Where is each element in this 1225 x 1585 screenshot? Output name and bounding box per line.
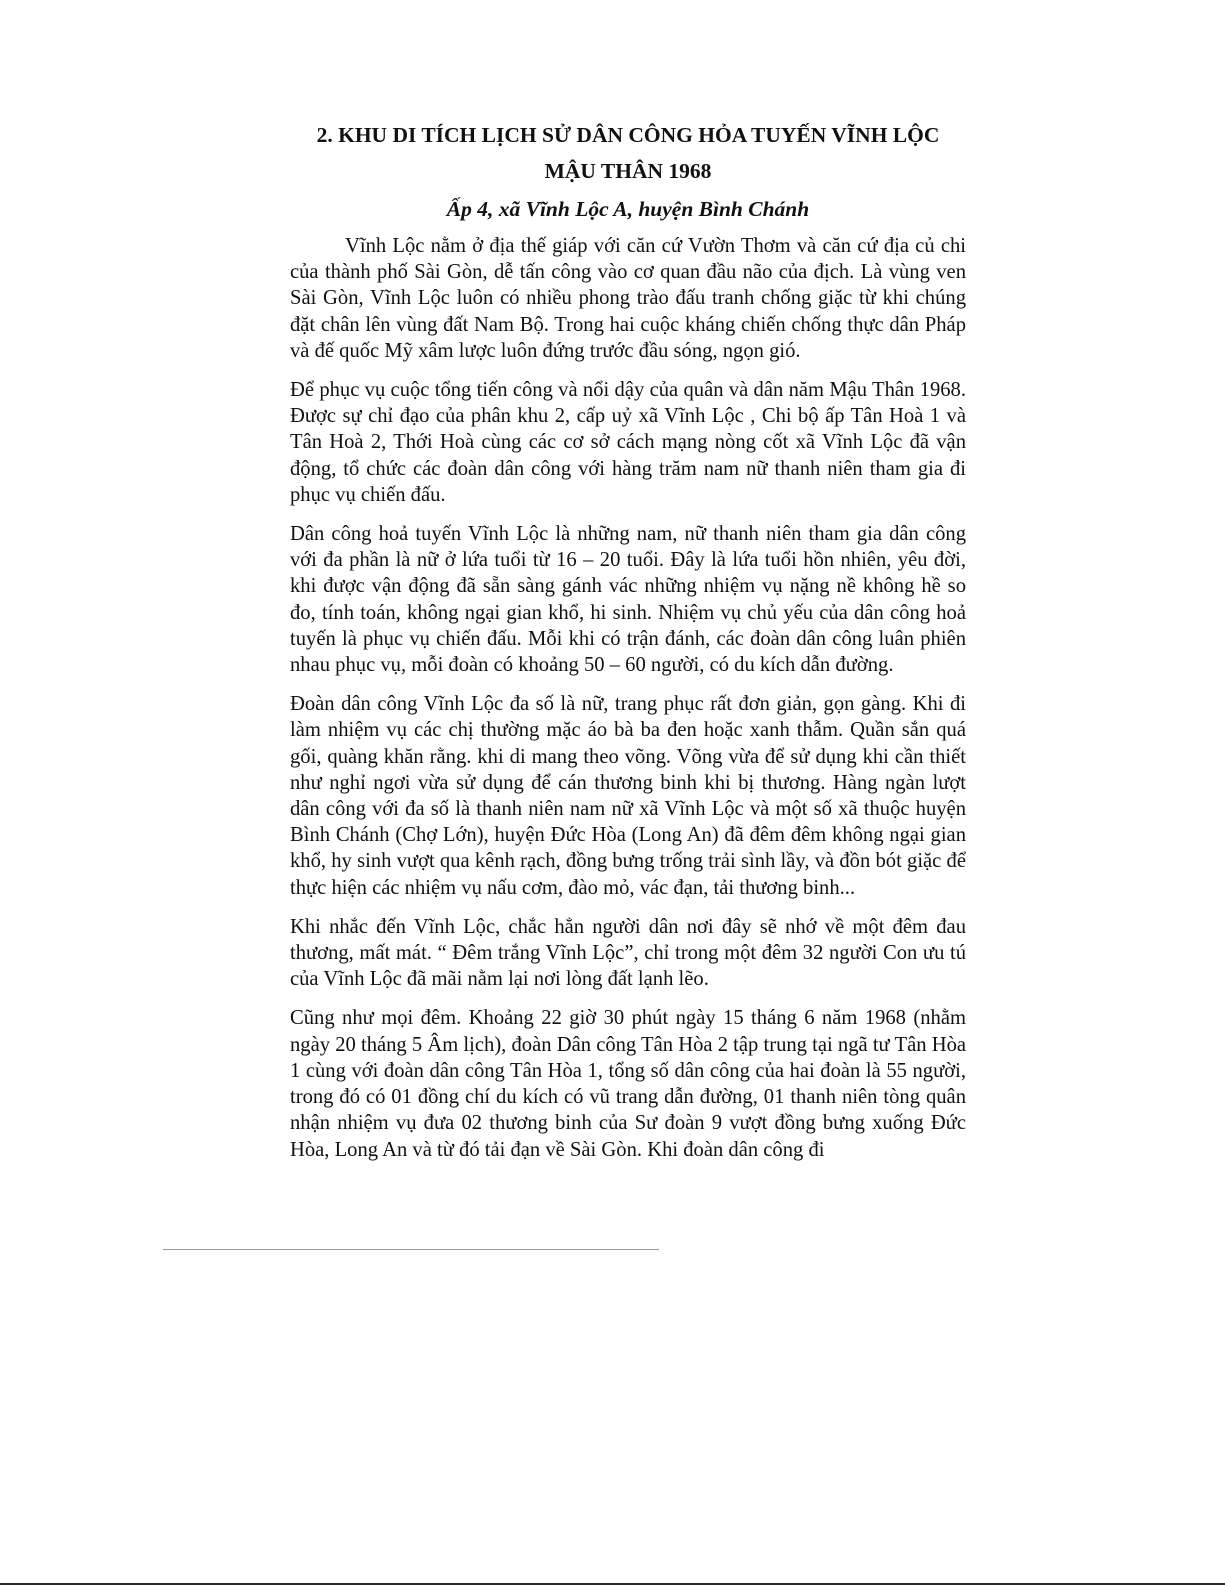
paragraph-5: Khi nhắc đến Vĩnh Lộc, chắc hẳn người dân nơi đây sẽ nhớ về một đêm đau thương, mất mát. “ Đêm trắng Vĩnh Lộc”, chỉ trong một đêm 32 người Con ưu tú của Vĩnh Lộc đã mãi nằm lại nơi lòng đất lạnh lẽo. [290, 915, 966, 991]
paragraph-4: Đoàn dân công Vĩnh Lộc đa số là nữ, trang phục rất đơn giản, gọn gàng. Khi đi làm nhiệm vụ các chị thường mặc áo bà ba đen hoặc xanh thẫm. Quần sắn quá gối, quàng khăn rằng. khi di mang theo võng. Võng vừa để sử dụng khi cần thiết như nghỉ ngơi vừa sử dụng để cán thương binh khi bị thương. Hàng ngàn lượt dân công với đa số là thanh niên nam nữ xã Vĩnh Lộc và một số xã thuộc huyện Bình Chánh (Chợ Lớn), huyện Đức Hòa (Long An) đã đêm đêm không ngại gian khổ, hy sinh vượt qua kênh rạch, đồng bưng trống trải sình lầy, và đồn bót giặc để thực hiện các nhiệm vụ nấu cơm, đào mỏ, vác đạn, tải thương binh... [290, 693, 966, 899]
footnote-separator [163, 1249, 659, 1250]
paragraph-3: Dân công hoả tuyến Vĩnh Lộc là những nam, nữ thanh niên tham gia dân công với đa phần là nữ ở lứa tuổi từ 16 – 20 tuổi. Đây là lứa tuổi hồn nhiên, yêu đời, khi được vận động đã sẵn sàng gánh vác những nhiệm vụ nặng nề không hề so đo, tính toán, không ngại gian khổ, hi sinh. Nhiệm vụ chủ yếu của dân công hoả tuyến là phục vụ chiến đấu. Mỗi khi có trận đánh, các đoàn dân công luân phiên nhau phục vụ, mỗi đoàn có khoảng 50 – 60 người, có du kích dẫn đường. [290, 523, 966, 677]
document-subtitle: Ấp 4, xã Vĩnh Lộc A, huyện Bình Chánh [446, 197, 810, 221]
paragraph-6: Cũng như mọi đêm. Khoảng 22 giờ 30 phút ngày 15 tháng 6 năm 1968 (nhằm ngày 20 tháng 5 Âm lịch), đoàn Dân công Tân Hòa 2 tập trung tại ngã tư Tân Hòa 1 cùng với đoàn dân công Tân Hòa 1, tổng số dân công của hai đoàn là 55 người, trong đó có 01 đồng chí du kích có vũ trang dẫn đường, 01 thanh niên tòng quân nhận nhiệm vụ đưa 02 thương binh của Sư đoàn 9 vượt đồng bưng xuống Đức Hòa, Long An và từ đó tải đạn về Sài Gòn. Khi đoàn dân công đi [290, 1007, 966, 1161]
paragraph-2: Để phục vụ cuộc tổng tiến công và nổi dậy của quân và dân năm Mậu Thân 1968. Được sự chỉ đạo của phân khu 2, cấp uỷ xã Vĩnh Lộc , Chi bộ ấp Tân Hoà 1 và Tân Hoà 2, Thới Hoà cùng các cơ sở cách mạng nòng cốt xã Vĩnh Lộc đã vận động, tổ chức các đoàn dân công với hàng trăm nam nữ thanh niên tham gia đi phục vụ chiến đấu. [290, 379, 966, 506]
document-body [290, 233, 966, 1176]
document-title-line-1: 2. KHU DI TÍCH LỊCH SỬ DÂN CÔNG HỎA TUYẾN VĨNH LỘC [316, 123, 940, 147]
paragraph-1: Vĩnh Lộc nằm ở địa thế giáp với căn cứ Vườn Thơm và căn cứ địa củ chi của thành phố Sài Gòn, dễ tấn công vào cơ quan đầu não của địch. Là vùng ven Sài Gòn, Vĩnh Lộc luôn có nhiều phong trào đấu tranh chống giặc từ khi chúng đặt chân lên vùng đất Nam Bộ. Trong hai cuộc kháng chiến chống thực dân Pháp và đế quốc Mỹ xâm lược luôn đứng trước đầu sóng, ngọn gió. [290, 235, 966, 362]
document-title-line-2: MẬU THÂN 1968 [544, 159, 712, 183]
